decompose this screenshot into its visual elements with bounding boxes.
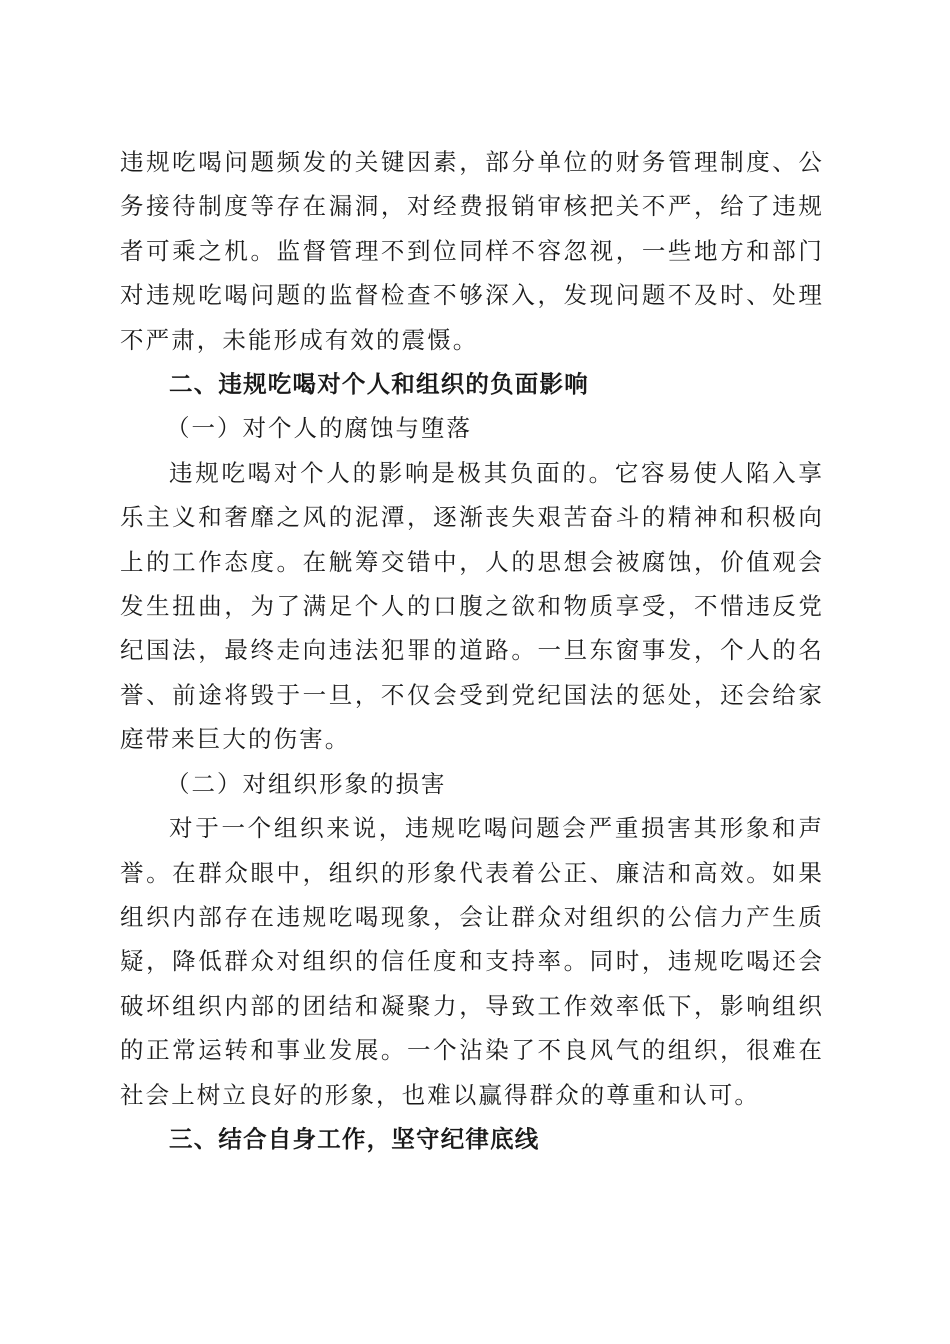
subsection-heading-1: （一）对个人的腐蚀与堕落 [166,414,472,443]
document-body [120,140,824,1161]
subsection-heading-2: （二）对组织形象的损害 [166,769,447,798]
section-heading-3: 三、结合自身工作，坚守纪律底线 [169,1124,540,1153]
section-heading-2: 二、违规吃喝对个人和组织的负面影响 [169,370,589,399]
paragraph-personal-impact: 违规吃喝对个人的影响是极其负面的。它容易使人陷入享乐主义和奢靡之风的泥潭，逐渐丧失艰苦奋斗的精神和积极向上的工作态度。在觥筹交错中，人的思想会被腐蚀，价值观会发生扭曲，为了满足个人的口腹之欲和物质享受，不惜违反党纪国法，最终走向违法犯罪的道路。一旦东窗事发，个人的名誉、前途将毁于一旦，不仅会受到党纪国法的惩处，还会给家庭带来巨大的伤害。 [120,458,824,754]
paragraph-causes-continued: 违规吃喝问题频发的关键因素，部分单位的财务管理制度、公务接待制度等存在漏洞，对经费报销审核把关不严，给了违规者可乘之机。监督管理不到位同样不容忽视，一些地方和部门对违规吃喝问题的监督检查不够深入，发现问题不及时、处理不严肃，未能形成有效的震慑。 [120,148,824,354]
paragraph-organization-impact: 对于一个组织来说，违规吃喝问题会严重损害其形象和声誉。在群众眼中，组织的形象代表着公正、廉洁和高效。如果组织内部存在违规吃喝现象，会让群众对组织的公信力产生质疑，降低群众对组织的信任度和支持率。同时，违规吃喝还会破坏组织内部的团结和凝聚力，导致工作效率低下，影响组织的正常运转和事业发展。一个沾染了不良风气的组织，很难在社会上树立良好的形象，也难以赢得群众的尊重和认可。 [120,814,824,1109]
